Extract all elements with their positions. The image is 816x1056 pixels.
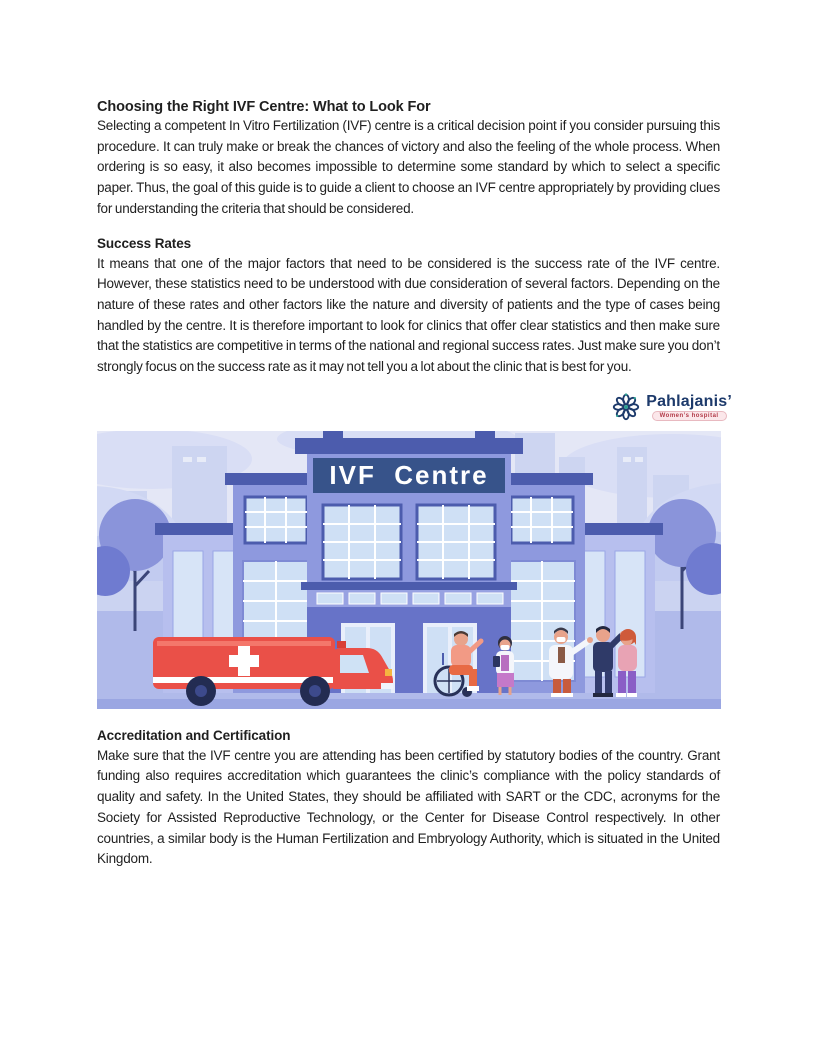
logo-name: Pahlajanis’ (646, 392, 732, 410)
ivf-centre-sign (313, 458, 505, 493)
accreditation-paragraph: Make sure that the IVF centre you are attending has been certified by statutory bodies of the country. Grant funding also requires accreditation which guarantees the clinic’s compliance with the policy standards of quality and safety. In the United States, they should be affiliated with SART or the CDC, acronyms for the Society for Assisted Reproductive Technology, or the Center for Disease Control respectively. In other countries, a similar body is the Human Fertilization and Embryology Authority, which is situated in the United Kingdom. (97, 747, 720, 867)
ivf-centre-figure (97, 388, 732, 709)
pahlajanis-logo (97, 388, 732, 426)
heading-accreditation: Accreditation and Certification (97, 727, 291, 743)
intro-paragraph: Selecting a competent In Vitro Fertilization (IVF) centre is a critical decision point if you consider pursuing this procedure. It can truly make or break the chances of victory and also the feeling of the whole process. When ordering is so easy, it also becomes impossible to determine some standard by which to select a specific paper. Thus, the goal of this guide is to guide a client to choose an IVF centre appropriately by providing clues for understanding the criteria that should be considered. (97, 118, 720, 216)
logo-text (646, 393, 732, 421)
heading-success-rates: Success Rates (97, 235, 192, 251)
success-rates-paragraph: It means that one of the major factors that need to be considered is the success rate of the IVF centre. However, these statistics need to be understood with due consideration of several factors. Depending on the nature of these rates and other factors like the nature and diversity of patients and the type of cases being handled by the centre. It is therefore important to look for clinics that offer clear statistics and then make sure that the statistics are competitive in terms of the national and regional success rates. Just make sure you don’t strongly focus on the success rate as it may not tell you a lot about the clinic that is best for you. (97, 255, 720, 375)
ivf-sign-text: IVF Centre (329, 459, 489, 490)
ivf-centre-illustration (97, 431, 721, 709)
pahlajanis-logo-icon (611, 392, 641, 422)
page-title: Choosing the Right IVF Centre: What to Look For (97, 99, 431, 115)
logo-tagline: Women’s hospital (652, 411, 727, 421)
